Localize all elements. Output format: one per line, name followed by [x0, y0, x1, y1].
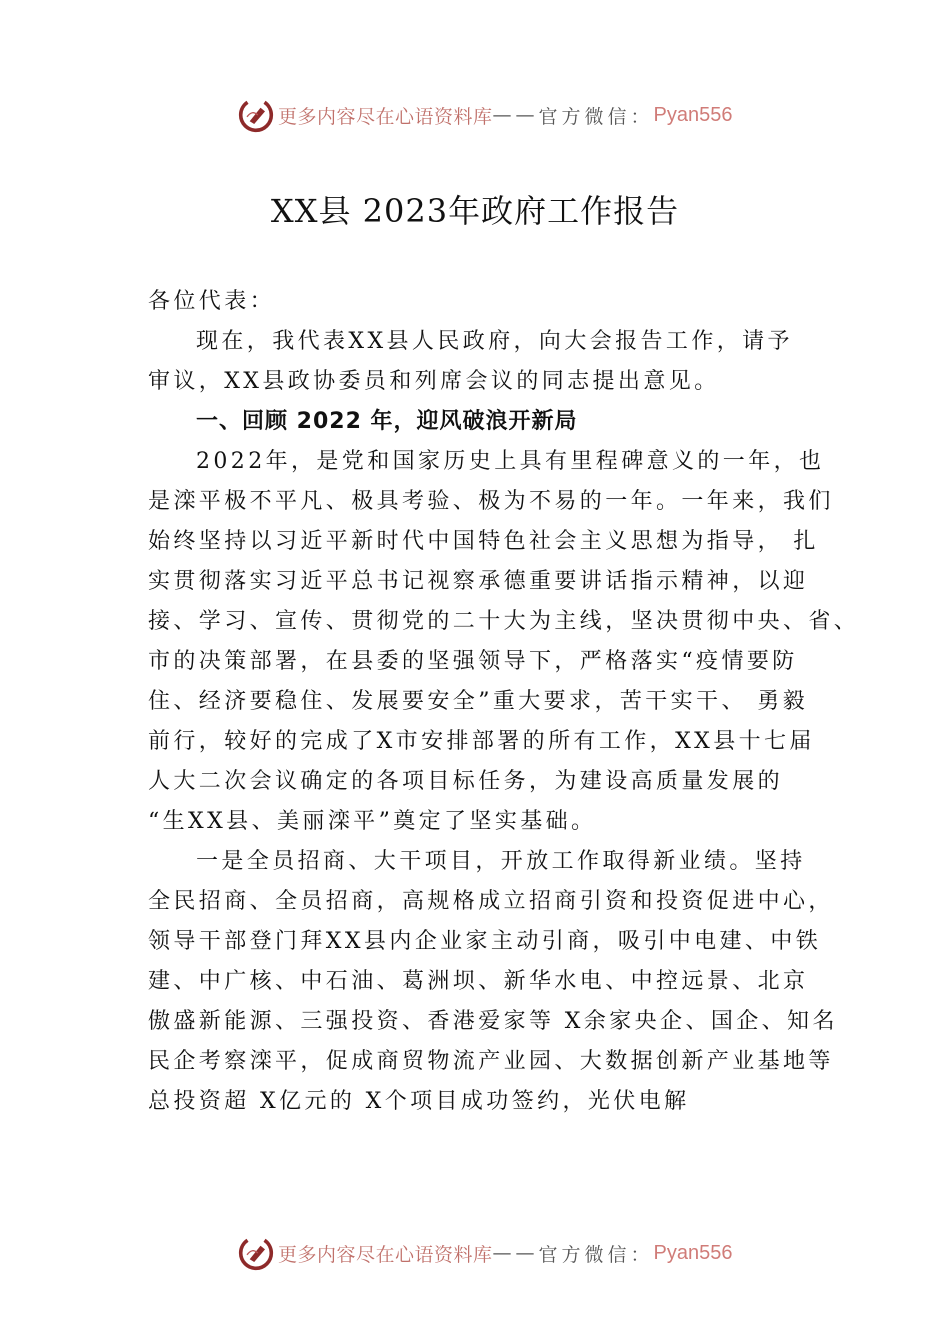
salutation: 各位代表：: [148, 289, 276, 314]
body-line: 2022年，是党和国家历史上具有里程碑意义的一年，也: [196, 449, 825, 474]
promo-text: 更多内容尽在心语资料库: [278, 105, 493, 128]
pen-nib-icon: [238, 1235, 274, 1271]
body-line: 是滦平极不平凡、极具考验、极为不易的一年。一年来，我们: [148, 489, 834, 514]
body-line: 民企考察滦平，促成商贸物流产业园、大数据创新产业基地等: [148, 1049, 834, 1074]
header-banner: [238, 95, 733, 135]
document-body: [148, 282, 860, 1122]
wechat-label: 官方微信：: [538, 1243, 654, 1266]
wechat-id: Pyan556: [653, 1241, 733, 1264]
body-line: 总投资超 X亿元的 X个项目成功签约，光伏电解: [148, 1089, 690, 1114]
body-line: 住、经济要稳住、发展要安全”重大要求，苦干实干、 勇毅: [148, 689, 809, 714]
body-line: 审议，XX县政协委员和列席会议的同志提出意见。: [148, 369, 720, 394]
body-line: 实贯彻落实习近平总书记视察承德重要讲话指示精神，以迎: [148, 569, 809, 594]
wechat-label: 官方微信：: [538, 105, 654, 128]
body-line: 接、学习、宣传、贯彻党的二十大为主线，坚决贯彻中央、省、: [148, 609, 860, 634]
body-line: 人大二次会议确定的各项目标任务，为建设高质量发展的: [148, 769, 784, 794]
body-line: 傲盛新能源、三强投资、香港爱家等 X余家央企、国企、知名: [148, 1009, 838, 1034]
footer-banner: [238, 1233, 733, 1273]
body-line: 全民招商、全员招商，高规格成立招商引资和投资促进中心，: [148, 889, 834, 914]
body-line: 一是全员招商、大干项目，开放工作取得新业绩。坚持: [196, 849, 806, 874]
body-line: 市的决策部署，在县委的坚强领导下，严格落实“疫情要防: [148, 649, 798, 674]
separator: ——: [492, 104, 539, 126]
body-line: 前行，较好的完成了X市安排部署的所有工作，XX县十七届: [148, 729, 815, 754]
body-line: 现在，我代表XX县人民政府，向大会报告工作，请予: [196, 329, 793, 354]
body-line: 领导干部登门拜XX县内企业家主动引商，吸引中电建、中铁: [148, 929, 822, 954]
document-title: XX县 2023年政府工作报告: [270, 192, 680, 230]
promo-text: 更多内容尽在心语资料库: [278, 1243, 493, 1266]
separator: ——: [492, 1242, 539, 1264]
pen-nib-icon: [238, 97, 274, 133]
body-line: 建、中广核、中石油、葛洲坝、新华水电、中控远景、北京: [148, 969, 809, 994]
wechat-id: Pyan556: [653, 103, 733, 126]
section-heading: 一、回顾 2022 年，迎风破浪开新局: [196, 409, 578, 434]
body-line: 始终坚持以习近平新时代中国特色社会主义思想为指导， 扎: [148, 529, 819, 554]
body-line: “生XX县、美丽滦平”奠定了坚实基础。: [148, 809, 597, 834]
